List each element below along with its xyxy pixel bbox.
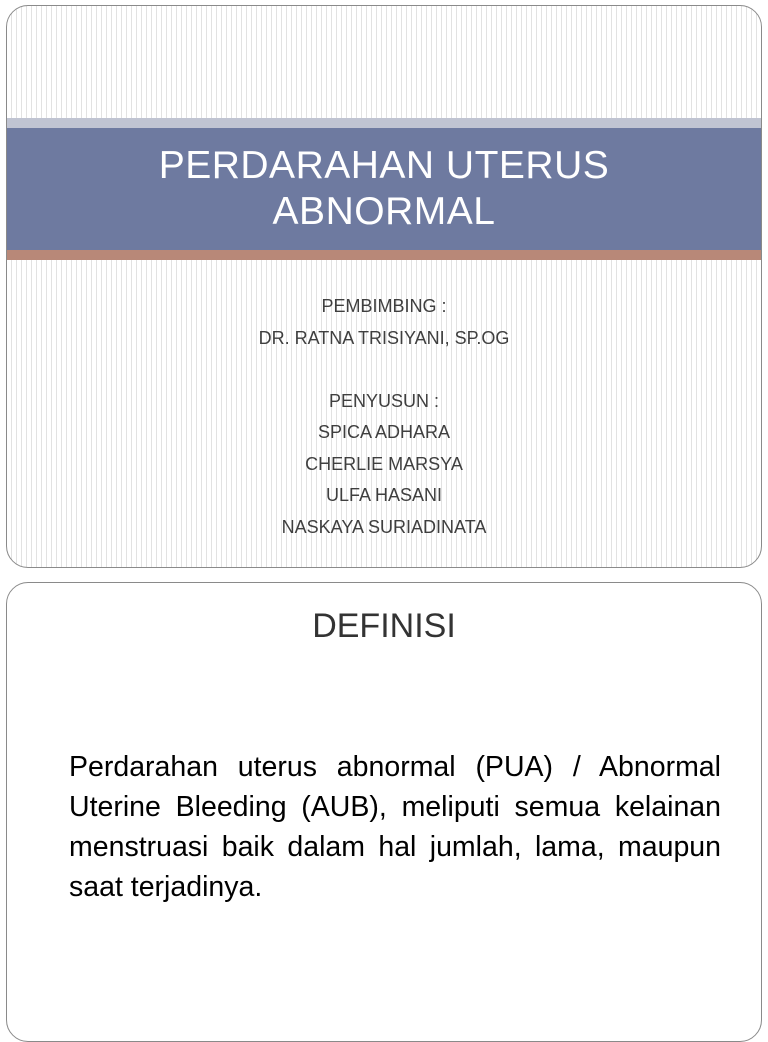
author-name: ULFA HASANI [325,485,443,505]
author-name: NASKAYA SURIADINATA [281,516,487,537]
credits-block [7,291,761,543]
author-name: SPICA ADHARA [317,422,451,442]
title-line-1: PERDARAHAN UTERUS [158,144,610,187]
definition-text: Perdarahan uterus abnormal (PUA) / Abnormal Uterine Bleeding (AUB), meliputi semua kelainan menstruasi baik dalam hal jumlah, lama, maupun saat terjadinya. [69,751,721,903]
title-top-stripe [7,118,761,128]
title-band [7,128,761,250]
title-line-2: ABNORMAL [272,190,496,233]
presentation-title [159,143,610,235]
title-bottom-stripe [7,250,761,260]
supervisor-label: PEMBIMBING : [321,296,447,316]
author-name: CHERLIE MARSYA [305,453,463,474]
title-slide [6,5,762,568]
definition-slide [6,582,762,1042]
credits-spacer [7,354,761,386]
slide-heading: DEFINISI [312,607,456,645]
authors-label: PENYUSUN : [328,390,440,411]
supervisor-name: DR. RATNA TRISIYANI, SP.OG [258,327,510,348]
